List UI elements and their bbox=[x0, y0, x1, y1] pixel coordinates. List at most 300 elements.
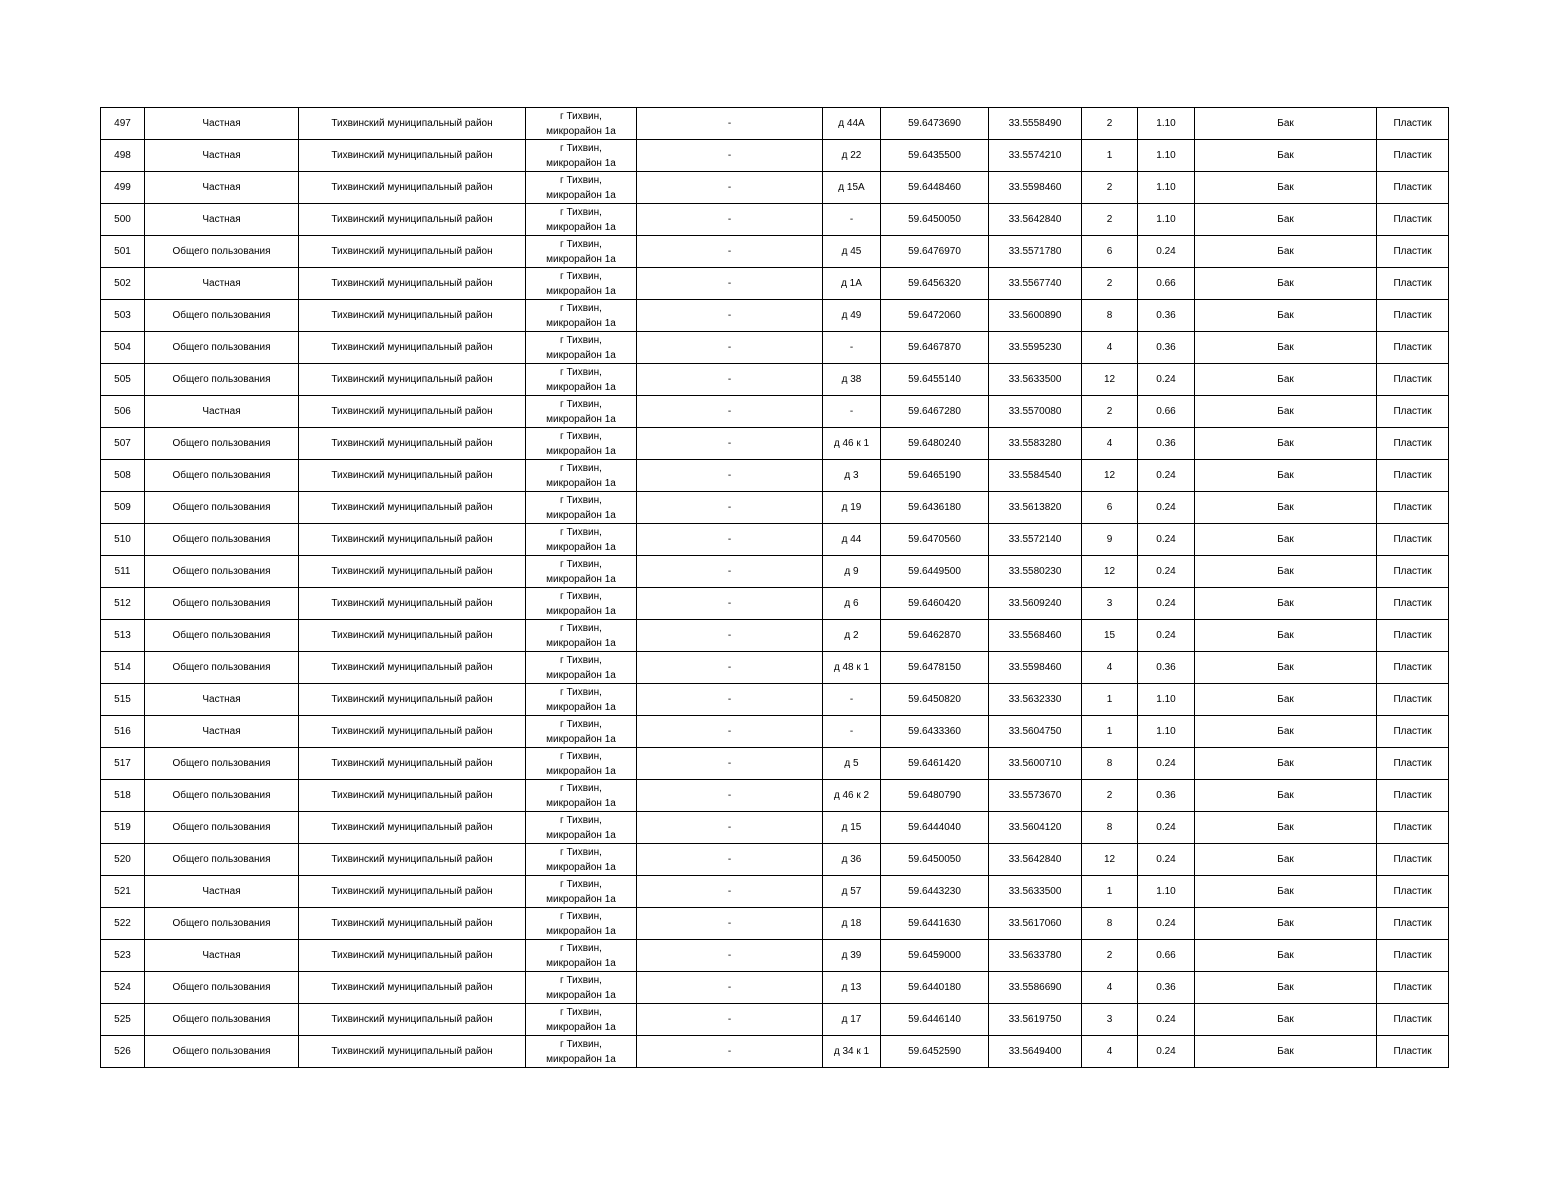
settlement-cell bbox=[526, 332, 637, 364]
longitude-cell: 33.5600710 bbox=[989, 748, 1082, 780]
house-cell: д 9 bbox=[823, 556, 881, 588]
container-type-cell: Бак bbox=[1195, 396, 1377, 428]
house-cell: д 18 bbox=[823, 908, 881, 940]
material-cell: Пластик bbox=[1377, 140, 1449, 172]
row-number-cell: 509 bbox=[101, 492, 145, 524]
container-type-cell: Бак bbox=[1195, 844, 1377, 876]
container-type-cell: Бак bbox=[1195, 620, 1377, 652]
municipal-district-cell: Тихвинский муниципальный район bbox=[299, 108, 526, 140]
house-cell: д 15 bbox=[823, 812, 881, 844]
settlement-cell bbox=[526, 428, 637, 460]
settlement-cell bbox=[526, 748, 637, 780]
row-number-cell: 524 bbox=[101, 972, 145, 1004]
ownership-type-cell: Общего пользования bbox=[145, 972, 299, 1004]
municipal-district-cell: Тихвинский муниципальный район bbox=[299, 204, 526, 236]
longitude-cell: 33.5598460 bbox=[989, 652, 1082, 684]
ownership-type-cell: Общего пользования bbox=[145, 428, 299, 460]
street-cell: - bbox=[637, 428, 823, 460]
settlement-line: г Тихвин, bbox=[560, 206, 602, 218]
settlement-line: г Тихвин, bbox=[560, 1006, 602, 1018]
row-number-cell: 514 bbox=[101, 652, 145, 684]
container-type-cell: Бак bbox=[1195, 428, 1377, 460]
ownership-type-cell: Частная bbox=[145, 876, 299, 908]
settlement-line: г Тихвин, bbox=[560, 654, 602, 666]
latitude-cell: 59.6470560 bbox=[881, 524, 989, 556]
container-volume-cell: 0.24 bbox=[1138, 556, 1195, 588]
ownership-type-cell: Общего пользования bbox=[145, 1036, 299, 1068]
table-row bbox=[101, 524, 1449, 556]
latitude-cell: 59.6452590 bbox=[881, 1036, 989, 1068]
material-cell: Пластик bbox=[1377, 940, 1449, 972]
longitude-cell: 33.5642840 bbox=[989, 844, 1082, 876]
settlement-cell bbox=[526, 172, 637, 204]
table-row bbox=[101, 844, 1449, 876]
latitude-cell: 59.6433360 bbox=[881, 716, 989, 748]
house-cell: д 44А bbox=[823, 108, 881, 140]
container-type-cell: Бак bbox=[1195, 876, 1377, 908]
microdistrict-line: микрорайон 1а bbox=[546, 893, 616, 905]
street-cell: - bbox=[637, 1004, 823, 1036]
material-cell: Пластик bbox=[1377, 268, 1449, 300]
table-row bbox=[101, 556, 1449, 588]
registry-table-body bbox=[101, 108, 1449, 1068]
container-volume-cell: 0.24 bbox=[1138, 236, 1195, 268]
latitude-cell: 59.6473690 bbox=[881, 108, 989, 140]
settlement-line: г Тихвин, bbox=[560, 686, 602, 698]
container-count-cell: 12 bbox=[1082, 556, 1138, 588]
street-cell: - bbox=[637, 908, 823, 940]
longitude-cell: 33.5633500 bbox=[989, 876, 1082, 908]
longitude-cell: 33.5586690 bbox=[989, 972, 1082, 1004]
municipal-district-cell: Тихвинский муниципальный район bbox=[299, 1036, 526, 1068]
settlement-line: г Тихвин, bbox=[560, 942, 602, 954]
latitude-cell: 59.6467280 bbox=[881, 396, 989, 428]
settlement-cell bbox=[526, 268, 637, 300]
latitude-cell: 59.6462870 bbox=[881, 620, 989, 652]
settlement-line: г Тихвин, bbox=[560, 750, 602, 762]
container-count-cell: 8 bbox=[1082, 748, 1138, 780]
container-count-cell: 1 bbox=[1082, 684, 1138, 716]
container-volume-cell: 0.24 bbox=[1138, 524, 1195, 556]
microdistrict-line: микрорайон 1а bbox=[546, 861, 616, 873]
settlement-line: г Тихвин, bbox=[560, 846, 602, 858]
settlement-line: г Тихвин, bbox=[560, 622, 602, 634]
municipal-district-cell: Тихвинский муниципальный район bbox=[299, 684, 526, 716]
longitude-cell: 33.5642840 bbox=[989, 204, 1082, 236]
municipal-district-cell: Тихвинский муниципальный район bbox=[299, 652, 526, 684]
street-cell: - bbox=[637, 300, 823, 332]
container-count-cell: 8 bbox=[1082, 908, 1138, 940]
ownership-type-cell: Общего пользования bbox=[145, 300, 299, 332]
settlement-cell bbox=[526, 812, 637, 844]
longitude-cell: 33.5609240 bbox=[989, 588, 1082, 620]
municipal-district-cell: Тихвинский муниципальный район bbox=[299, 812, 526, 844]
microdistrict-line: микрорайон 1а bbox=[546, 1021, 616, 1033]
microdistrict-line: микрорайон 1а bbox=[546, 637, 616, 649]
container-volume-cell: 0.24 bbox=[1138, 1036, 1195, 1068]
settlement-line: г Тихвин, bbox=[560, 782, 602, 794]
settlement-line: г Тихвин, bbox=[560, 302, 602, 314]
container-type-cell: Бак bbox=[1195, 204, 1377, 236]
house-cell: д 48 к 1 bbox=[823, 652, 881, 684]
container-count-cell: 15 bbox=[1082, 620, 1138, 652]
container-volume-cell: 1.10 bbox=[1138, 108, 1195, 140]
microdistrict-line: микрорайон 1а bbox=[546, 413, 616, 425]
settlement-line: г Тихвин, bbox=[560, 174, 602, 186]
settlement-line: г Тихвин, bbox=[560, 142, 602, 154]
municipal-district-cell: Тихвинский муниципальный район bbox=[299, 332, 526, 364]
container-type-cell: Бак bbox=[1195, 172, 1377, 204]
longitude-cell: 33.5632330 bbox=[989, 684, 1082, 716]
row-number-cell: 500 bbox=[101, 204, 145, 236]
table-row bbox=[101, 780, 1449, 812]
table-row bbox=[101, 428, 1449, 460]
longitude-cell: 33.5649400 bbox=[989, 1036, 1082, 1068]
container-volume-cell: 1.10 bbox=[1138, 716, 1195, 748]
row-number-cell: 498 bbox=[101, 140, 145, 172]
municipal-district-cell: Тихвинский муниципальный район bbox=[299, 1004, 526, 1036]
row-number-cell: 502 bbox=[101, 268, 145, 300]
settlement-cell bbox=[526, 396, 637, 428]
latitude-cell: 59.6441630 bbox=[881, 908, 989, 940]
ownership-type-cell: Частная bbox=[145, 108, 299, 140]
microdistrict-line: микрорайон 1а bbox=[546, 125, 616, 137]
longitude-cell: 33.5633500 bbox=[989, 364, 1082, 396]
longitude-cell: 33.5568460 bbox=[989, 620, 1082, 652]
settlement-line: г Тихвин, bbox=[560, 462, 602, 474]
latitude-cell: 59.6459000 bbox=[881, 940, 989, 972]
table-row bbox=[101, 300, 1449, 332]
latitude-cell: 59.6461420 bbox=[881, 748, 989, 780]
container-count-cell: 1 bbox=[1082, 716, 1138, 748]
microdistrict-line: микрорайон 1а bbox=[546, 701, 616, 713]
container-volume-cell: 1.10 bbox=[1138, 684, 1195, 716]
row-number-cell: 511 bbox=[101, 556, 145, 588]
container-count-cell: 4 bbox=[1082, 428, 1138, 460]
container-type-cell: Бак bbox=[1195, 588, 1377, 620]
container-type-cell: Бак bbox=[1195, 268, 1377, 300]
container-count-cell: 4 bbox=[1082, 1036, 1138, 1068]
table-row bbox=[101, 940, 1449, 972]
container-volume-cell: 0.36 bbox=[1138, 332, 1195, 364]
table-row bbox=[101, 972, 1449, 1004]
row-number-cell: 515 bbox=[101, 684, 145, 716]
container-volume-cell: 0.66 bbox=[1138, 396, 1195, 428]
table-row bbox=[101, 332, 1449, 364]
settlement-cell bbox=[526, 588, 637, 620]
container-volume-cell: 0.36 bbox=[1138, 428, 1195, 460]
microdistrict-line: микрорайон 1а bbox=[546, 573, 616, 585]
longitude-cell: 33.5573670 bbox=[989, 780, 1082, 812]
municipal-district-cell: Тихвинский муниципальный район bbox=[299, 908, 526, 940]
house-cell: д 46 к 2 bbox=[823, 780, 881, 812]
longitude-cell: 33.5617060 bbox=[989, 908, 1082, 940]
table-row bbox=[101, 588, 1449, 620]
settlement-cell bbox=[526, 140, 637, 172]
microdistrict-line: микрорайон 1а bbox=[546, 253, 616, 265]
row-number-cell: 497 bbox=[101, 108, 145, 140]
material-cell: Пластик bbox=[1377, 876, 1449, 908]
settlement-cell bbox=[526, 1004, 637, 1036]
latitude-cell: 59.6450820 bbox=[881, 684, 989, 716]
settlement-line: г Тихвин, bbox=[560, 398, 602, 410]
row-number-cell: 508 bbox=[101, 460, 145, 492]
municipal-district-cell: Тихвинский муниципальный район bbox=[299, 364, 526, 396]
settlement-line: г Тихвин, bbox=[560, 366, 602, 378]
material-cell: Пластик bbox=[1377, 844, 1449, 876]
material-cell: Пластик bbox=[1377, 364, 1449, 396]
ownership-type-cell: Общего пользования bbox=[145, 908, 299, 940]
latitude-cell: 59.6472060 bbox=[881, 300, 989, 332]
latitude-cell: 59.6446140 bbox=[881, 1004, 989, 1036]
container-count-cell: 12 bbox=[1082, 460, 1138, 492]
container-volume-cell: 0.24 bbox=[1138, 620, 1195, 652]
street-cell: - bbox=[637, 620, 823, 652]
container-type-cell: Бак bbox=[1195, 524, 1377, 556]
house-cell: - bbox=[823, 204, 881, 236]
latitude-cell: 59.6448460 bbox=[881, 172, 989, 204]
ownership-type-cell: Общего пользования bbox=[145, 236, 299, 268]
container-count-cell: 2 bbox=[1082, 204, 1138, 236]
material-cell: Пластик bbox=[1377, 780, 1449, 812]
container-type-cell: Бак bbox=[1195, 492, 1377, 524]
settlement-line: г Тихвин, bbox=[560, 270, 602, 282]
house-cell: д 22 bbox=[823, 140, 881, 172]
house-cell: - bbox=[823, 684, 881, 716]
container-count-cell: 3 bbox=[1082, 1004, 1138, 1036]
material-cell: Пластик bbox=[1377, 684, 1449, 716]
municipal-district-cell: Тихвинский муниципальный район bbox=[299, 556, 526, 588]
container-count-cell: 1 bbox=[1082, 876, 1138, 908]
ownership-type-cell: Общего пользования bbox=[145, 332, 299, 364]
container-count-cell: 12 bbox=[1082, 364, 1138, 396]
container-volume-cell: 0.24 bbox=[1138, 492, 1195, 524]
row-number-cell: 526 bbox=[101, 1036, 145, 1068]
house-cell: д 49 bbox=[823, 300, 881, 332]
table-row bbox=[101, 812, 1449, 844]
municipal-district-cell: Тихвинский муниципальный район bbox=[299, 716, 526, 748]
table-row bbox=[101, 1036, 1449, 1068]
street-cell: - bbox=[637, 460, 823, 492]
street-cell: - bbox=[637, 492, 823, 524]
table-row bbox=[101, 908, 1449, 940]
ownership-type-cell: Общего пользования bbox=[145, 620, 299, 652]
municipal-district-cell: Тихвинский муниципальный район bbox=[299, 140, 526, 172]
container-volume-cell: 1.10 bbox=[1138, 140, 1195, 172]
longitude-cell: 33.5558490 bbox=[989, 108, 1082, 140]
latitude-cell: 59.6450050 bbox=[881, 844, 989, 876]
container-volume-cell: 0.24 bbox=[1138, 588, 1195, 620]
material-cell: Пластик bbox=[1377, 556, 1449, 588]
row-number-cell: 499 bbox=[101, 172, 145, 204]
ownership-type-cell: Частная bbox=[145, 140, 299, 172]
table-row bbox=[101, 204, 1449, 236]
longitude-cell: 33.5619750 bbox=[989, 1004, 1082, 1036]
ownership-type-cell: Общего пользования bbox=[145, 524, 299, 556]
municipal-district-cell: Тихвинский муниципальный район bbox=[299, 780, 526, 812]
microdistrict-line: микрорайон 1а bbox=[546, 957, 616, 969]
house-cell: д 45 bbox=[823, 236, 881, 268]
ownership-type-cell: Общего пользования bbox=[145, 588, 299, 620]
container-count-cell: 4 bbox=[1082, 972, 1138, 1004]
settlement-line: г Тихвин, bbox=[560, 878, 602, 890]
ownership-type-cell: Общего пользования bbox=[145, 460, 299, 492]
longitude-cell: 33.5574210 bbox=[989, 140, 1082, 172]
street-cell: - bbox=[637, 396, 823, 428]
street-cell: - bbox=[637, 236, 823, 268]
table-row bbox=[101, 620, 1449, 652]
settlement-line: г Тихвин, bbox=[560, 718, 602, 730]
settlement-cell bbox=[526, 364, 637, 396]
settlement-line: г Тихвин, bbox=[560, 590, 602, 602]
table-row bbox=[101, 876, 1449, 908]
street-cell: - bbox=[637, 876, 823, 908]
ownership-type-cell: Частная bbox=[145, 268, 299, 300]
house-cell: д 3 bbox=[823, 460, 881, 492]
container-volume-cell: 0.36 bbox=[1138, 972, 1195, 1004]
settlement-line: г Тихвин, bbox=[560, 526, 602, 538]
container-count-cell: 2 bbox=[1082, 108, 1138, 140]
settlement-cell bbox=[526, 108, 637, 140]
container-volume-cell: 0.24 bbox=[1138, 812, 1195, 844]
container-count-cell: 9 bbox=[1082, 524, 1138, 556]
container-volume-cell: 0.66 bbox=[1138, 268, 1195, 300]
container-volume-cell: 0.24 bbox=[1138, 908, 1195, 940]
settlement-cell bbox=[526, 652, 637, 684]
municipal-district-cell: Тихвинский муниципальный район bbox=[299, 172, 526, 204]
container-volume-cell: 1.10 bbox=[1138, 204, 1195, 236]
municipal-district-cell: Тихвинский муниципальный район bbox=[299, 620, 526, 652]
municipal-district-cell: Тихвинский муниципальный район bbox=[299, 428, 526, 460]
table-row bbox=[101, 492, 1449, 524]
street-cell: - bbox=[637, 972, 823, 1004]
container-volume-cell: 0.24 bbox=[1138, 364, 1195, 396]
material-cell: Пластик bbox=[1377, 716, 1449, 748]
house-cell: д 39 bbox=[823, 940, 881, 972]
street-cell: - bbox=[637, 268, 823, 300]
latitude-cell: 59.6450050 bbox=[881, 204, 989, 236]
house-cell: д 44 bbox=[823, 524, 881, 556]
settlement-cell bbox=[526, 684, 637, 716]
municipal-district-cell: Тихвинский муниципальный район bbox=[299, 236, 526, 268]
container-type-cell: Бак bbox=[1195, 748, 1377, 780]
street-cell: - bbox=[637, 524, 823, 556]
container-volume-cell: 0.66 bbox=[1138, 940, 1195, 972]
microdistrict-line: микрорайон 1а bbox=[546, 477, 616, 489]
ownership-type-cell: Общего пользования bbox=[145, 364, 299, 396]
street-cell: - bbox=[637, 684, 823, 716]
table-row bbox=[101, 172, 1449, 204]
house-cell: д 34 к 1 bbox=[823, 1036, 881, 1068]
microdistrict-line: микрорайон 1а bbox=[546, 221, 616, 233]
row-number-cell: 507 bbox=[101, 428, 145, 460]
row-number-cell: 523 bbox=[101, 940, 145, 972]
container-type-cell: Бак bbox=[1195, 332, 1377, 364]
settlement-line: г Тихвин, bbox=[560, 110, 602, 122]
ownership-type-cell: Частная bbox=[145, 172, 299, 204]
row-number-cell: 522 bbox=[101, 908, 145, 940]
container-count-cell: 2 bbox=[1082, 172, 1138, 204]
microdistrict-line: микрорайон 1а bbox=[546, 381, 616, 393]
latitude-cell: 59.6455140 bbox=[881, 364, 989, 396]
municipal-district-cell: Тихвинский муниципальный район bbox=[299, 876, 526, 908]
house-cell: д 46 к 1 bbox=[823, 428, 881, 460]
table-row bbox=[101, 1004, 1449, 1036]
street-cell: - bbox=[637, 172, 823, 204]
house-cell: д 15А bbox=[823, 172, 881, 204]
latitude-cell: 59.6456320 bbox=[881, 268, 989, 300]
container-type-cell: Бак bbox=[1195, 652, 1377, 684]
table-row bbox=[101, 364, 1449, 396]
container-volume-cell: 0.24 bbox=[1138, 748, 1195, 780]
container-type-cell: Бак bbox=[1195, 460, 1377, 492]
longitude-cell: 33.5604120 bbox=[989, 812, 1082, 844]
table-row bbox=[101, 108, 1449, 140]
street-cell: - bbox=[637, 716, 823, 748]
ownership-type-cell: Общего пользования bbox=[145, 1004, 299, 1036]
street-cell: - bbox=[637, 364, 823, 396]
container-volume-cell: 0.36 bbox=[1138, 300, 1195, 332]
municipal-district-cell: Тихвинский муниципальный район bbox=[299, 748, 526, 780]
longitude-cell: 33.5600890 bbox=[989, 300, 1082, 332]
settlement-line: г Тихвин, bbox=[560, 814, 602, 826]
container-type-cell: Бак bbox=[1195, 972, 1377, 1004]
container-type-cell: Бак bbox=[1195, 1004, 1377, 1036]
settlement-cell bbox=[526, 844, 637, 876]
row-number-cell: 503 bbox=[101, 300, 145, 332]
container-count-cell: 12 bbox=[1082, 844, 1138, 876]
house-cell: д 2 bbox=[823, 620, 881, 652]
settlement-cell bbox=[526, 556, 637, 588]
material-cell: Пластик bbox=[1377, 204, 1449, 236]
settlement-cell bbox=[526, 1036, 637, 1068]
row-number-cell: 501 bbox=[101, 236, 145, 268]
ownership-type-cell: Общего пользования bbox=[145, 812, 299, 844]
latitude-cell: 59.6480240 bbox=[881, 428, 989, 460]
container-type-cell: Бак bbox=[1195, 812, 1377, 844]
street-cell: - bbox=[637, 844, 823, 876]
municipal-district-cell: Тихвинский муниципальный район bbox=[299, 972, 526, 1004]
longitude-cell: 33.5584540 bbox=[989, 460, 1082, 492]
latitude-cell: 59.6478150 bbox=[881, 652, 989, 684]
microdistrict-line: микрорайон 1а bbox=[546, 285, 616, 297]
municipal-district-cell: Тихвинский муниципальный район bbox=[299, 268, 526, 300]
settlement-cell bbox=[526, 716, 637, 748]
material-cell: Пластик bbox=[1377, 428, 1449, 460]
settlement-line: г Тихвин, bbox=[560, 494, 602, 506]
container-count-cell: 8 bbox=[1082, 300, 1138, 332]
ownership-type-cell: Частная bbox=[145, 396, 299, 428]
house-cell: д 13 bbox=[823, 972, 881, 1004]
container-type-cell: Бак bbox=[1195, 556, 1377, 588]
container-type-cell: Бак bbox=[1195, 364, 1377, 396]
row-number-cell: 519 bbox=[101, 812, 145, 844]
microdistrict-line: микрорайон 1а bbox=[546, 989, 616, 1001]
row-number-cell: 516 bbox=[101, 716, 145, 748]
latitude-cell: 59.6465190 bbox=[881, 460, 989, 492]
row-number-cell: 525 bbox=[101, 1004, 145, 1036]
settlement-cell bbox=[526, 460, 637, 492]
microdistrict-line: микрорайон 1а bbox=[546, 1053, 616, 1065]
row-number-cell: 505 bbox=[101, 364, 145, 396]
latitude-cell: 59.6444040 bbox=[881, 812, 989, 844]
container-count-cell: 2 bbox=[1082, 780, 1138, 812]
container-count-cell: 4 bbox=[1082, 652, 1138, 684]
longitude-cell: 33.5570080 bbox=[989, 396, 1082, 428]
material-cell: Пластик bbox=[1377, 300, 1449, 332]
container-type-cell: Бак bbox=[1195, 236, 1377, 268]
settlement-line: г Тихвин, bbox=[560, 334, 602, 346]
